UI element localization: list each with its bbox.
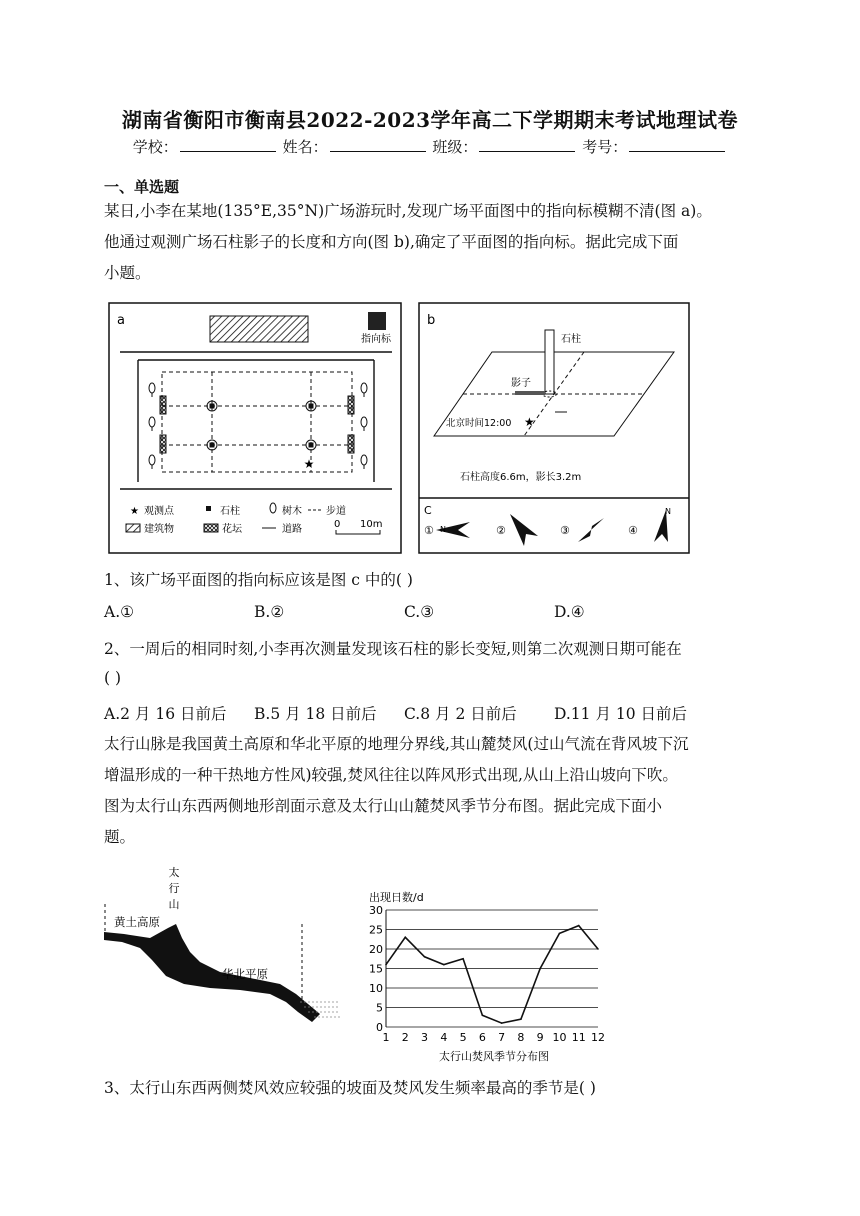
student-info bbox=[0, 136, 860, 157]
question-3: 3、太行山东西两侧焚风效应较强的坡面及焚风发生频率最高的季节是( ) bbox=[104, 1079, 596, 1097]
figure-b-c bbox=[418, 302, 690, 554]
option-b[interactable]: B.② bbox=[254, 603, 285, 621]
chart-x-tick-label: 9 bbox=[536, 1031, 544, 1044]
figure-b-caption: 石柱高度6.6m，影长3.2m bbox=[460, 472, 582, 483]
chart-x-ticks bbox=[383, 1031, 606, 1044]
svg-text:★: ★ bbox=[130, 506, 139, 517]
chart-x-tick-label: 4 bbox=[440, 1031, 448, 1044]
option-b[interactable]: B.5 月 18 日前后 bbox=[254, 705, 377, 723]
shadow-label: 影子 bbox=[511, 378, 531, 389]
plain-label: 华北平原 bbox=[222, 967, 268, 981]
chart-x-tick-label: 1 bbox=[382, 1031, 390, 1044]
chart-point bbox=[385, 964, 387, 966]
compass-placeholder bbox=[368, 312, 386, 330]
number-blank bbox=[629, 137, 725, 152]
class-blank bbox=[479, 137, 575, 152]
compass-label: 指向标 bbox=[361, 334, 391, 345]
chart-y-tick-label: 15 bbox=[369, 962, 383, 976]
chart-point bbox=[482, 1015, 484, 1017]
chart-point bbox=[404, 937, 406, 939]
option-d[interactable]: D.11 月 10 日前后 bbox=[554, 705, 688, 723]
chart-y-tick-label: 0 bbox=[376, 1021, 383, 1034]
chart-point bbox=[597, 948, 599, 950]
passage-1-line: 他通过观测广场石柱影子的长度和方向(图 b),确定了平面图的指向标。据此完成下面 bbox=[104, 233, 679, 251]
legend-tree: 树木 bbox=[282, 506, 302, 517]
chart-x-tick-label: 6 bbox=[478, 1031, 486, 1044]
figure-b-label: b bbox=[427, 313, 436, 328]
chart-ylabel: 出现日数/d bbox=[369, 891, 424, 904]
passage-1 bbox=[104, 196, 756, 289]
chart-y-tick-label: 20 bbox=[369, 943, 383, 956]
figure-c-label: C bbox=[424, 504, 432, 517]
passage-2 bbox=[104, 729, 756, 853]
legend-obs: 观测点 bbox=[144, 506, 174, 517]
chart-point bbox=[501, 1022, 503, 1024]
mountain-char: 山 bbox=[168, 898, 180, 911]
passage-2-line: 题。 bbox=[104, 828, 136, 846]
page-title: 湖南省衡阳市衡南县2022-2023学年高二下学期期末考试地理试卷 bbox=[121, 108, 739, 132]
passage-2-line: 增温形成的一种干热地方性风)较强,焚风往往以阵风形式出现,从山上沿山坡向下吹。 bbox=[104, 766, 678, 784]
figure-a-plan-map bbox=[108, 302, 402, 554]
chart-x-tick-label: 3 bbox=[421, 1031, 429, 1044]
mountain-name bbox=[169, 865, 180, 911]
building-block bbox=[210, 316, 308, 342]
chart-point bbox=[520, 1018, 522, 1020]
option-1-marker: ① bbox=[424, 524, 434, 537]
question-2-stem-end: ( ) bbox=[104, 669, 122, 687]
chart-y-tick-label: 25 bbox=[369, 923, 383, 937]
option-c[interactable]: C.③ bbox=[404, 603, 435, 621]
time-label: 北京时间12:00 bbox=[446, 418, 512, 429]
chart-point bbox=[559, 933, 561, 935]
mountain-profile bbox=[104, 924, 320, 1022]
chart-point bbox=[578, 925, 580, 927]
chart-x-tick-label: 10 bbox=[552, 1031, 567, 1044]
loess-label: 黄土高原 bbox=[114, 915, 160, 929]
option-c[interactable]: C.8 月 2 日前后 bbox=[404, 705, 517, 723]
chart-y-tick-label: 5 bbox=[376, 1001, 383, 1015]
school-blank bbox=[180, 137, 276, 152]
scale-ten: 10m bbox=[360, 519, 383, 530]
option-a[interactable]: A.2 月 16 日前后 bbox=[104, 705, 227, 723]
scale-zero: 0 bbox=[334, 519, 341, 530]
option-2-marker: ② bbox=[496, 524, 506, 537]
question-1: 1、该广场平面图的指向标应该是图 c 中的( ) bbox=[104, 571, 413, 589]
option-4-marker: ④ bbox=[628, 524, 638, 537]
n-mark: N bbox=[665, 507, 671, 516]
section-heading: 一、单选题 bbox=[104, 178, 180, 196]
legend-building: 建筑物 bbox=[144, 524, 174, 535]
chart-point bbox=[424, 956, 426, 958]
figure-a-label: a bbox=[117, 313, 125, 328]
chart-point bbox=[462, 958, 464, 960]
option-a[interactable]: A.① bbox=[104, 603, 135, 621]
chart-grid bbox=[386, 910, 598, 1027]
passage-2-line: 太行山脉是我国黄土高原和华北平原的地理分界线,其山麓焚风(过山气流在背风坡下沉 bbox=[104, 735, 689, 753]
class-label: 班级： bbox=[432, 138, 478, 156]
chart-point bbox=[443, 964, 445, 966]
passage-2-line: 图为太行山东西两侧地形剖面示意及太行山山麓焚风季节分布图。据此完成下面小 bbox=[104, 797, 663, 815]
passage-1-line: 小题。 bbox=[104, 264, 151, 282]
observation-point-star: ★ bbox=[303, 457, 315, 471]
chart-x-tick-label: 8 bbox=[517, 1031, 525, 1044]
terrain-profile bbox=[100, 862, 350, 1032]
chart-x-tick-label: 5 bbox=[459, 1031, 467, 1044]
school-label: 学校： bbox=[132, 138, 178, 156]
mountain-char: 太 bbox=[168, 866, 180, 879]
chart-x-tick-label: 11 bbox=[571, 1031, 586, 1044]
chart-y-ticks bbox=[369, 904, 383, 1034]
number-label: 考号： bbox=[582, 138, 628, 156]
chart-points bbox=[385, 925, 599, 1024]
chart-x-tick-label: 12 bbox=[591, 1031, 605, 1044]
chart-x-tick-label: 2 bbox=[401, 1031, 409, 1044]
chart-series-line bbox=[386, 926, 598, 1024]
foehn-chart bbox=[352, 884, 622, 1064]
legend-road: 道路 bbox=[282, 524, 302, 535]
option-3-marker: ③ bbox=[560, 524, 570, 537]
observation-star: ★ bbox=[524, 415, 535, 429]
chart-y-tick-label: 30 bbox=[369, 904, 383, 917]
stone-pillar bbox=[545, 330, 554, 394]
chart-x-tick-label: 7 bbox=[498, 1031, 506, 1044]
passage-1-line: 某日,小李在某地(135°E,35°N)广场游玩时,发现广场平面图中的指向标模糊不清(图 a)。 bbox=[104, 202, 712, 220]
chart-point bbox=[539, 968, 541, 970]
mountain-char: 行 bbox=[168, 882, 180, 895]
legend-bed: 花坛 bbox=[222, 524, 242, 535]
legend-pillar: 石柱 bbox=[220, 506, 240, 517]
question-2-stem: 2、一周后的相同时刻,小李再次测量发现该石柱的影长变短,则第二次观测日期可能在 bbox=[104, 640, 682, 658]
option-d[interactable]: D.④ bbox=[554, 603, 585, 621]
name-label: 姓名： bbox=[282, 138, 328, 156]
chart-title: 太行山焚风季节分布图 bbox=[439, 1050, 549, 1063]
name-blank bbox=[330, 137, 426, 152]
chart-y-tick-label: 10 bbox=[369, 982, 383, 995]
legend-walk: 步道 bbox=[326, 506, 346, 517]
n-mark: N bbox=[440, 525, 446, 534]
pillar-label: 石柱 bbox=[561, 334, 581, 345]
